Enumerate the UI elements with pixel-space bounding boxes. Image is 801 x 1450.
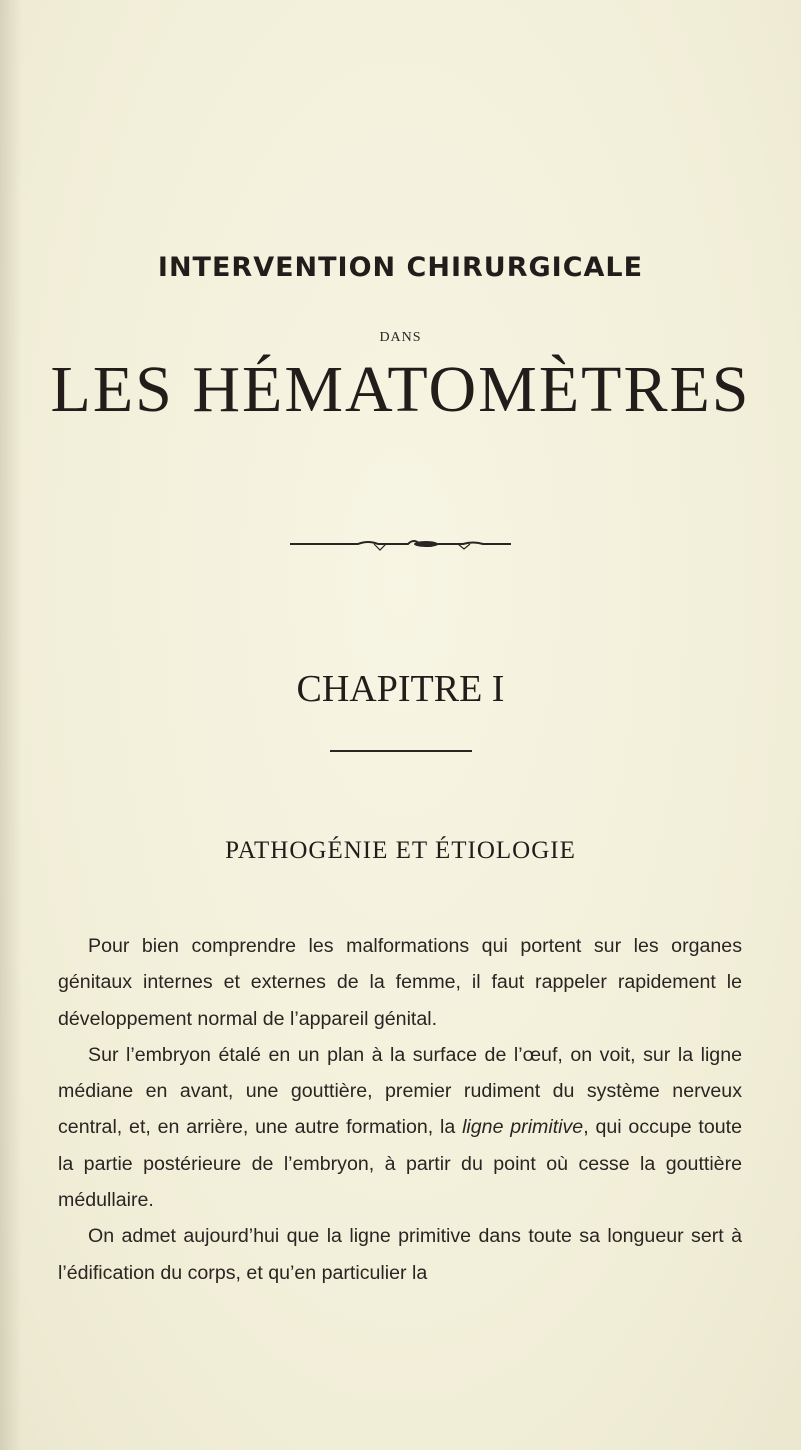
page-binding-shadow <box>0 0 22 1450</box>
body-text <box>58 928 742 1291</box>
paragraph-2-before: Sur l’embryon étalé en un plan à la surface de l’œuf, on voit, sur la ligne médiane en avant, une gouttière, premier rudiment du système nerveux central, et, en arrière, une autre formation, la <box>58 1043 742 1139</box>
title-large: LES HÉMATOMÈTRES <box>50 353 751 426</box>
title-connector: DANS <box>379 330 422 345</box>
chapter-heading: CHAPITRE I <box>296 668 505 710</box>
main-title: INTERVENTION CHIRURGICALE <box>157 252 644 283</box>
paragraph-2-emphasis: ligne primitive <box>462 1116 584 1139</box>
ornamental-divider-icon <box>288 534 513 554</box>
paragraph-1: Pour bien comprendre les malformations qui portent sur les organes génitaux internes et externes de la femme, il faut rappeler rapidement le développement normal de l’appareil génital. <box>58 935 742 1030</box>
paragraph-2 <box>58 1037 742 1218</box>
paragraph-2-after: , qui occupe toute la partie postérieure de l’embryon, à partir du point où cesse la gouttière médullaire. <box>58 1116 742 1212</box>
chapter-subtitle: PATHOGÉNIE ET ÉTIOLOGIE <box>225 837 576 864</box>
chapter-rule <box>330 750 472 752</box>
paragraph-3: On admet aujourd’hui que la ligne primitive dans toute sa longueur sert à l’édification du corps, et qu’en particulier la <box>58 1225 742 1284</box>
